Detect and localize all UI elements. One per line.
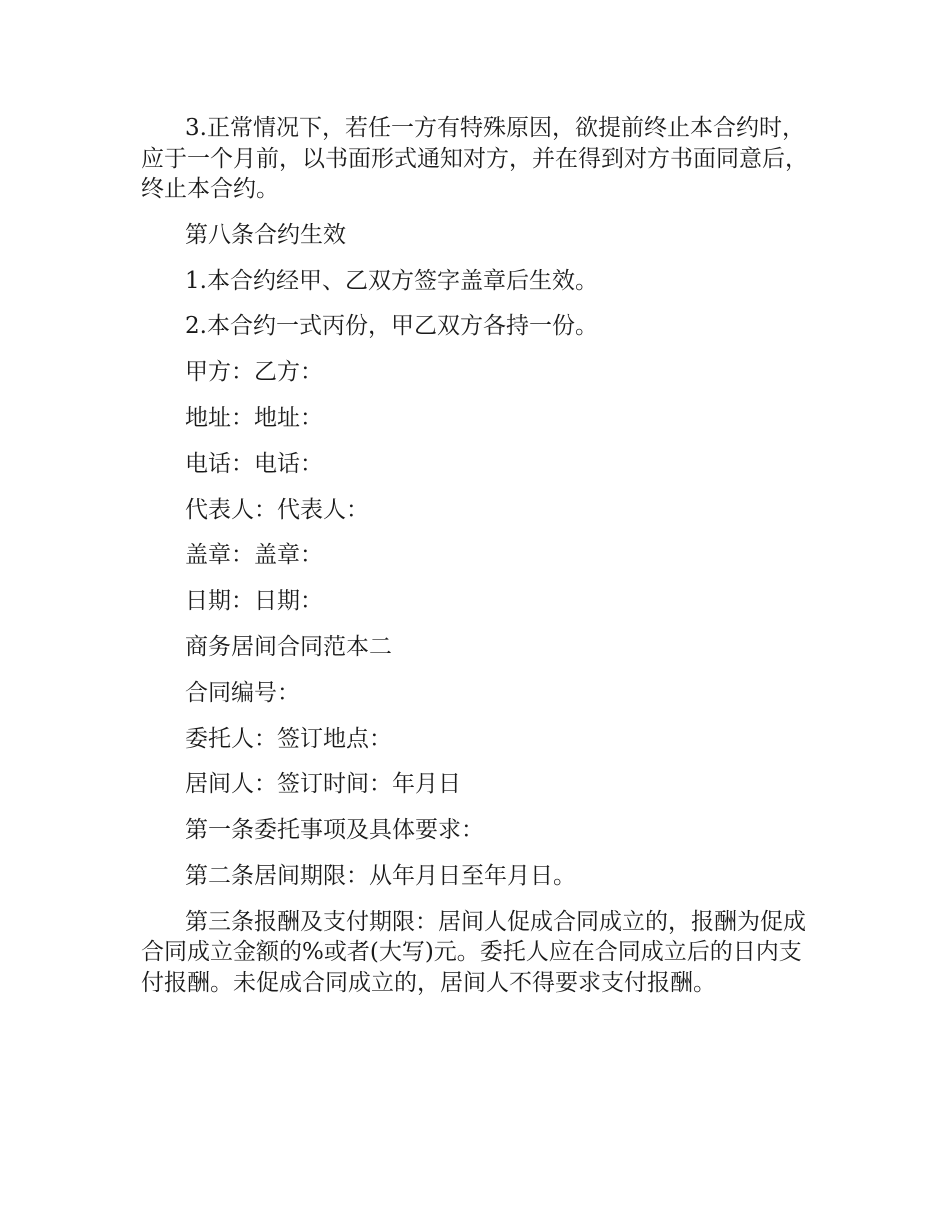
document-body	[141, 113, 813, 998]
client-signing-place-line: 委托人：签订地点：	[185, 725, 392, 752]
phone-line: 电话：电话：	[185, 450, 323, 477]
party-a-b-line: 甲方：乙方：	[185, 359, 323, 386]
broker-signing-time-line: 居间人：签订时间：年月日	[185, 771, 461, 798]
paragraph-termination-notice: 3.正常情况下，若任一方有特殊原因，欲提前终止本合约时，应于一个月前，以书面形式通知对方，并在得到对方书面同意后，终止本合约。	[141, 115, 808, 202]
article-3-paragraph: 第三条报酬及支付期限：居间人促成合同成立的，报酬为促成合同成立金额的%或者(大写)元。委托人应在合同成立后的日内支付报酬。未促成合同成立的，居间人不得要求支付报酬。	[141, 908, 806, 996]
paragraph-effective-clause-1: 1.本合约经甲、乙双方签字盖章后生效。	[185, 267, 598, 294]
address-line: 地址：地址：	[185, 404, 323, 431]
representative-line: 代表人：代表人：	[185, 496, 369, 523]
seal-line: 盖章：盖章：	[185, 542, 323, 569]
article-1-line: 第一条委托事项及具体要求：	[185, 817, 484, 844]
article-8-heading: 第八条合约生效	[185, 221, 346, 248]
contract-number-line: 合同编号：	[185, 679, 300, 706]
template-2-title: 商务居间合同范本二	[185, 633, 392, 660]
paragraph-effective-clause-2: 2.本合约一式丙份，甲乙双方各持一份。	[185, 313, 598, 340]
article-2-line: 第二条居间期限：从年月日至年月日。	[185, 862, 576, 889]
date-line: 日期：日期：	[185, 588, 323, 615]
